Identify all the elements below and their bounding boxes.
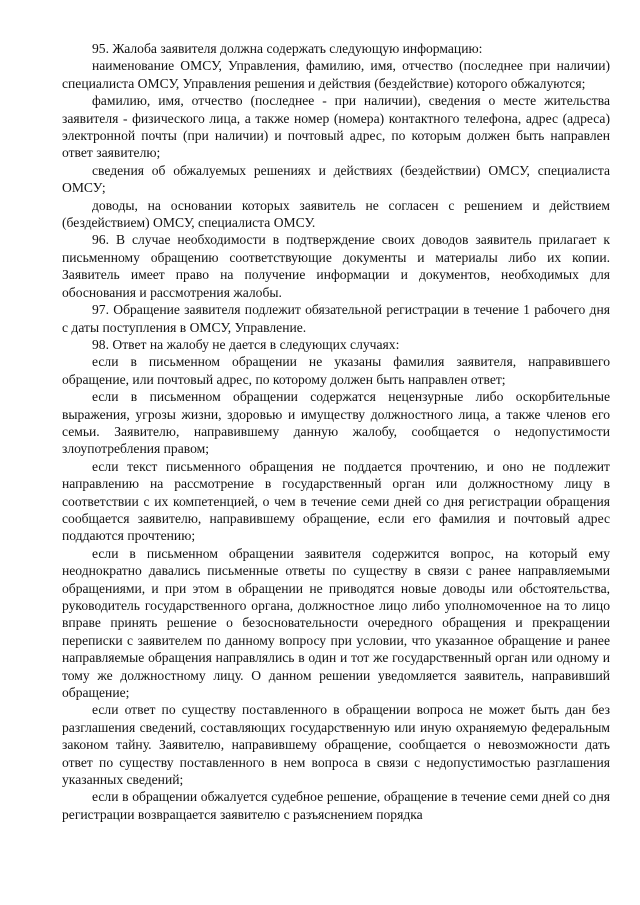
paragraph-96: 96. В случае необходимости в подтверждение своих доводов заявитель прилагает к письменному обращению соответствующие документы и материалы либо их копии. Заявитель имеет право на получение информации и документов, необходимых для обоснования и рассмотрения жалобы. bbox=[62, 232, 610, 300]
paragraph-95-item-arguments: доводы, на основании которых заявитель не согласен с решением и действием (бездействием) ОМСУ, специалиста ОМСУ. bbox=[62, 197, 610, 231]
paragraph-98-case-unreadable: если текст письменного обращения не поддается прочтению, и оно не подлежит направлению на рассмотрение в государственный орган или должностному лицу в соответствии с их компетенцией, о чем в течение семи дней со дня регистрации обращения сообщается заявителю, направившему обращение, если его фамилия и почтовый адрес поддаются прочтению; bbox=[62, 458, 610, 544]
paragraph-98-case-secret: если ответ по существу поставленного в обращении вопроса не может быть дан без разглашения сведений, составляющих государственную или иную охраняемую федеральным законом тайну. Заявителю, направившему обращение, сообщается о невозможности дать ответ по существу поставленного в нем вопроса в связи с недопустимостью разглашения указанных сведений; bbox=[62, 702, 610, 788]
paragraph-98-case-repeated: если в письменном обращении заявителя содержится вопрос, на который ему неоднократно давались письменные ответы по существу в связи с ранее направляемыми обращениями, и при этом в обращении не приводятся новые доводы или обстоятельства, руководитель государственного органа, должностное лицо либо уполномоченное на то лицо вправе принять решение о безосновательности очередного обращения и прекращении переписки с заявителем по данному вопросу при условии, что указанное обращение и ранее направляемые обращения направлялись в один и тот же государственный орган или одному и тому же должностному лицу. О данном решении уведомляется заявитель, направивший обращение; bbox=[62, 545, 610, 701]
paragraph-95-item-decisions: сведения об обжалуемых решениях и действиях (бездействии) ОМСУ, специалиста ОМСУ; bbox=[62, 162, 610, 196]
paragraph-98-case-no-name: если в письменном обращении не указаны фамилия заявителя, направившего обращение, или почтовый адрес, по которому должен быть направлен ответ; bbox=[62, 354, 610, 387]
paragraph-95-intro: 95. Жалоба заявителя должна содержать следующую информацию: bbox=[92, 41, 483, 56]
paragraph-97: 97. Обращение заявителя подлежит обязательной регистрации в течение 1 рабочего дня с даты поступления в ОМСУ, Управление. bbox=[62, 302, 610, 335]
paragraph-98-case-obscene: если в письменном обращении содержатся нецензурные либо оскорбительные выражения, угрозы жизни, здоровью и имуществу должностного лица, а также членов его семьи. Заявителю, направившему данную жалобу, сообщается о недопустимости злоупотребления правом; bbox=[62, 389, 610, 457]
paragraph-98-case-court: если в обращении обжалуется судебное решение, обращение в течение семи дней со дня регистрации возвращается заявителю с разъяснением порядка bbox=[62, 789, 610, 822]
document-page bbox=[62, 40, 610, 823]
paragraph-95-item-name: наименование ОМСУ, Управления, фамилию, имя, отчество (последнее при наличии) специалиста ОМСУ, Управления решения и действия (бездействие) которого обжалуются; bbox=[62, 58, 610, 91]
paragraph-98-intro: 98. Ответ на жалобу не дается в следующих случаях: bbox=[92, 336, 400, 352]
paragraph-95-item-applicant: фамилию, имя, отчество (последнее - при наличии), сведения о месте жительства заявителя - физического лица, а также номер (номера) контактного телефона, адрес (адреса) электронной почты (при наличии) и почтовый адрес, по которым должен быть направлен ответ заявителю; bbox=[62, 93, 610, 161]
